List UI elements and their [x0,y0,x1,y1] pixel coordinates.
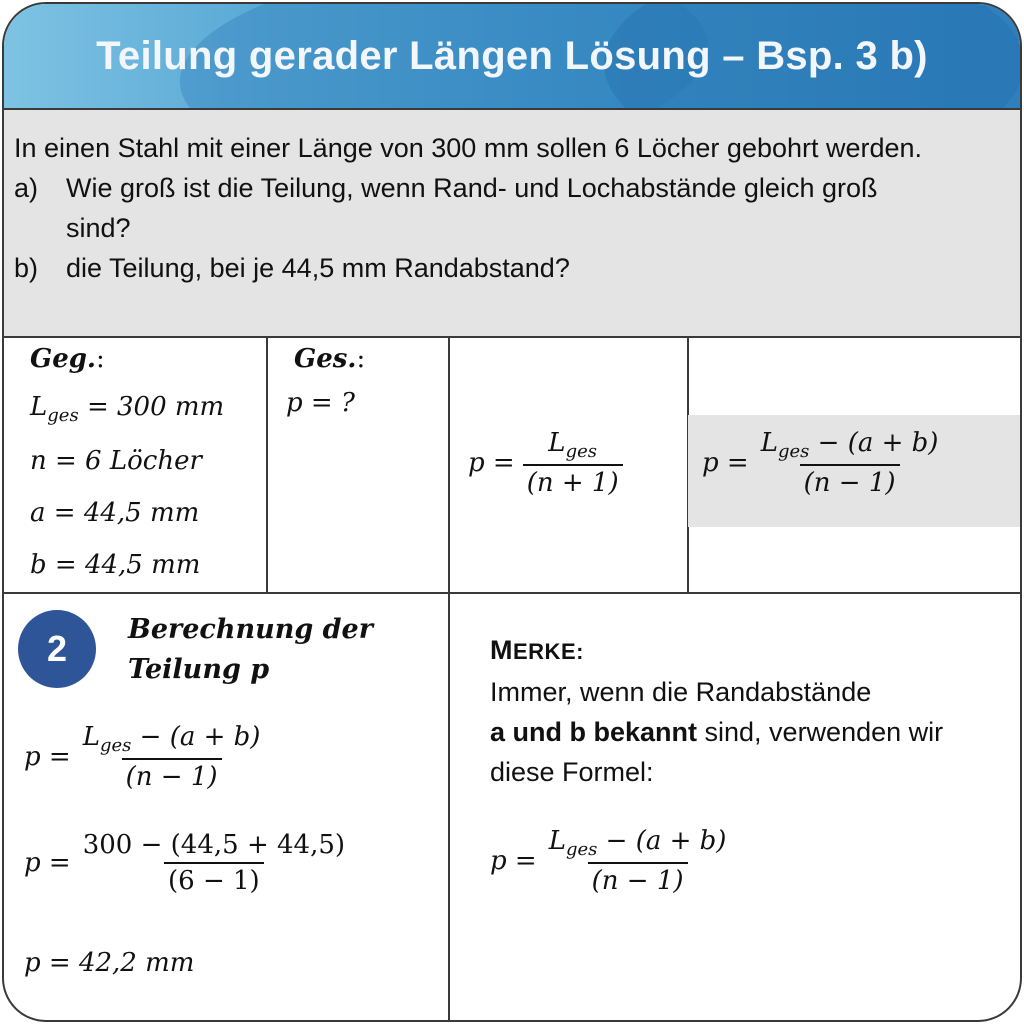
step-heading [128,610,373,690]
task-item-a [14,168,1010,208]
given-a: a = 44,5 mm [30,498,200,528]
formula-equal-spacing: p = $\frac{L_{ges}}{(n + 1)}$ [468,428,623,498]
given-length: $L_{ges} = 300$ mm [30,392,225,427]
divider [266,338,268,592]
note-line-1: Immer, wenn die Randabstände [490,677,872,707]
task-intro: In einen Stahl mit einer Länge von 300 mm sollen 6 Löcher gebohrt werden. [14,133,923,163]
task-item-a-cont [14,208,1010,248]
divider [448,338,450,1022]
given-label: Geg.: [30,344,105,374]
title-bar [4,4,1020,108]
divider [4,592,1022,594]
task-statement [4,108,1020,338]
calc-result: p = 42,2 mm [24,948,195,978]
task-item-b [14,248,1010,288]
page-title: Teilung gerader Längen Lösung – Bsp. 3 b) [96,33,928,78]
calc-formula: p = $\frac{L_{ges} - (a + b)}{(n - 1)}$ [24,722,261,793]
task-text-a-1: Wie groß ist die Teilung, wenn Rand- und Lochabstände gleich groß [66,173,878,203]
step-heading-line-2: Teilung p [128,654,270,685]
formula-edge-spacing: p = $\frac{L_{ges} - (a + b)}{(n - 1)}$ [702,428,939,499]
note-heading: MERKE: [490,635,584,665]
note-line-2: a und b bekannt sind, verwenden wir [490,717,944,747]
note-box [490,630,943,792]
task-marker-b: b) [14,253,39,283]
task-marker-a: a) [14,173,39,203]
calc-substitution: p = $\frac{300 - (44,5 + 44,5)}{(6 - 1)}$ [24,830,346,896]
task-text-b: die Teilung, bei je 44,5 mm Randabstand? [66,253,570,283]
sought-label: Ges.: [294,344,366,374]
given-holes: n = 6 Löcher [30,446,202,476]
step-heading-line-1: Berechnung der [128,614,373,645]
sought-p: p = ? [286,388,355,418]
given-b: b = 44,5 mm [30,550,201,580]
task-text-a-2: sind? [66,213,131,243]
note-formula: p = $\frac{L_{ges} - (a + b)}{(n - 1)}$ [490,826,727,897]
slide-card [2,2,1022,1022]
step-number-badge: 2 [18,610,96,688]
note-line-3: diese Formel: [490,757,654,787]
